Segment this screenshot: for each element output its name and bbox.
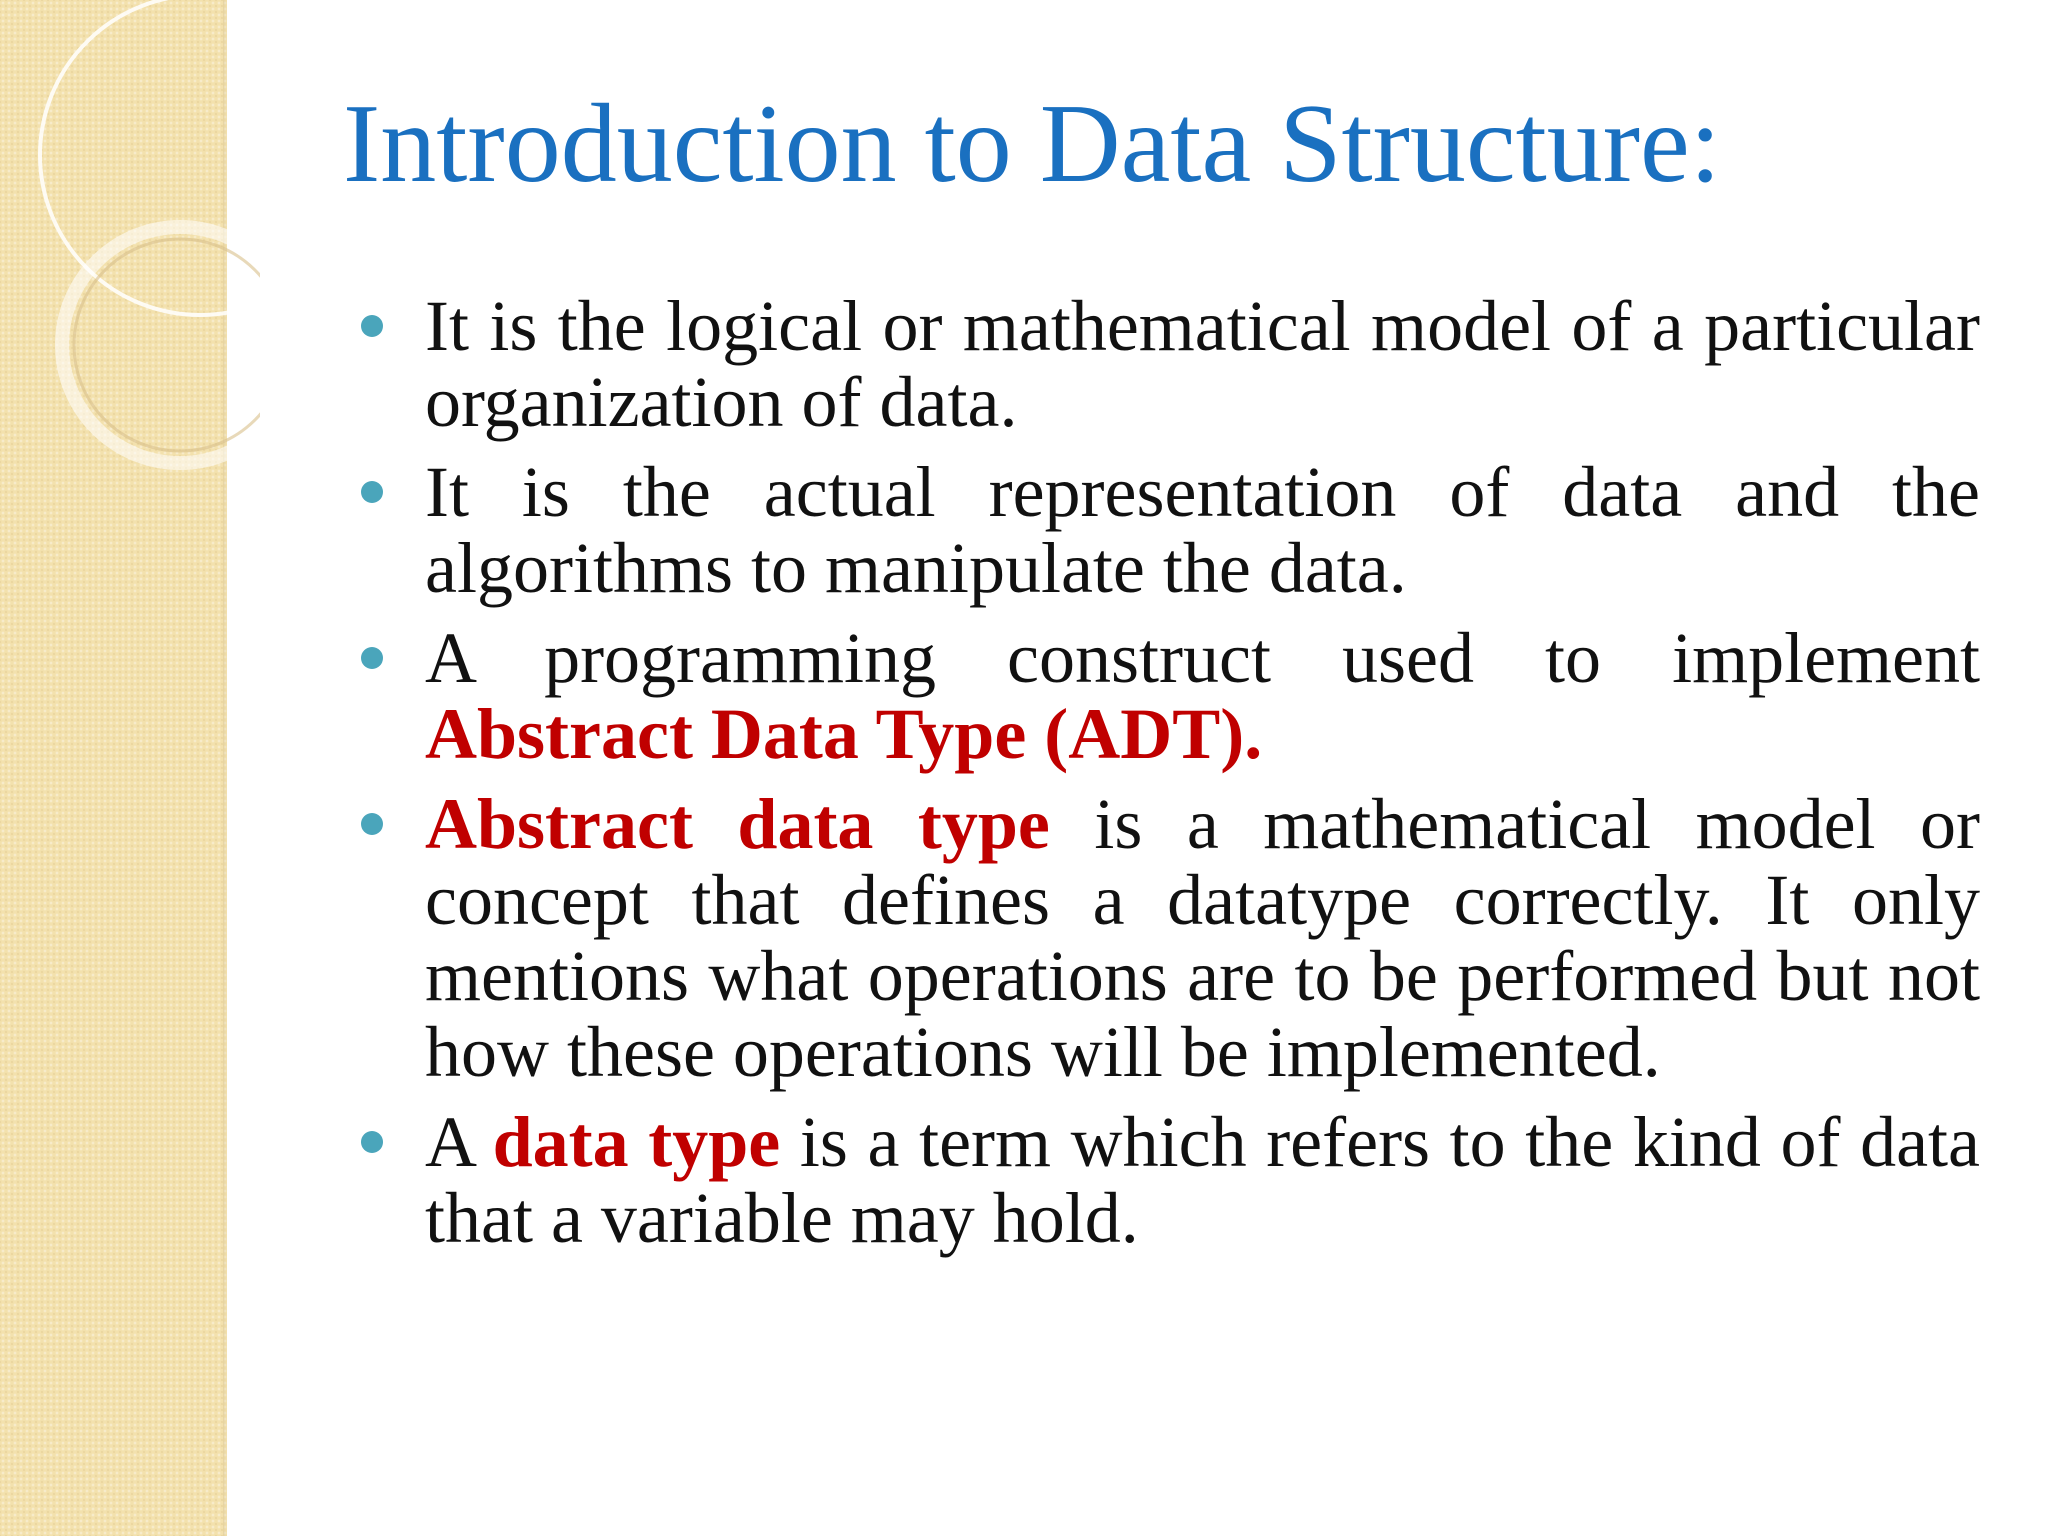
adt-highlight: Abstract Data Type (ADT). [425,694,1263,774]
bullet-marker [361,481,383,503]
abstract-data-type-highlight: Abstract data type [425,784,1050,864]
bullet-marker [361,1131,383,1153]
data-type-highlight: data type [492,1102,781,1182]
bullet-item [425,288,1980,440]
slide-title: Introduction to Data Structure: [343,82,1721,206]
bullet-text: is a term which refers to the kind of data that a variable may hold. [425,1102,1980,1258]
large-ring [40,0,260,315]
bullet-text: is a mathematical model or concept that defines a datatype correctly. It only mentions what operations are to be performed but not how these operations will be implemented. [425,784,1981,1092]
bullet-text: A [425,1102,493,1182]
bullet-item [425,1104,1980,1256]
small-ring-shadow [74,239,260,451]
bullet-item [425,620,1980,772]
bullet-text: It is the actual representation of data and the algorithms to manipulate the data. [425,452,1980,608]
bullet-text: It is the logical or mathematical model of a particular organization of data. [425,286,1980,442]
small-ring-outer [62,227,260,463]
bullet-item [425,454,1980,606]
bullet-marker [361,315,383,337]
decorative-rings [0,0,260,520]
bullet-marker [361,647,383,669]
bullet-marker [361,813,383,835]
bullet-item [425,786,1980,1090]
bullet-text: A programming construct used to implement [425,618,1980,698]
bullet-list [425,288,1980,1270]
